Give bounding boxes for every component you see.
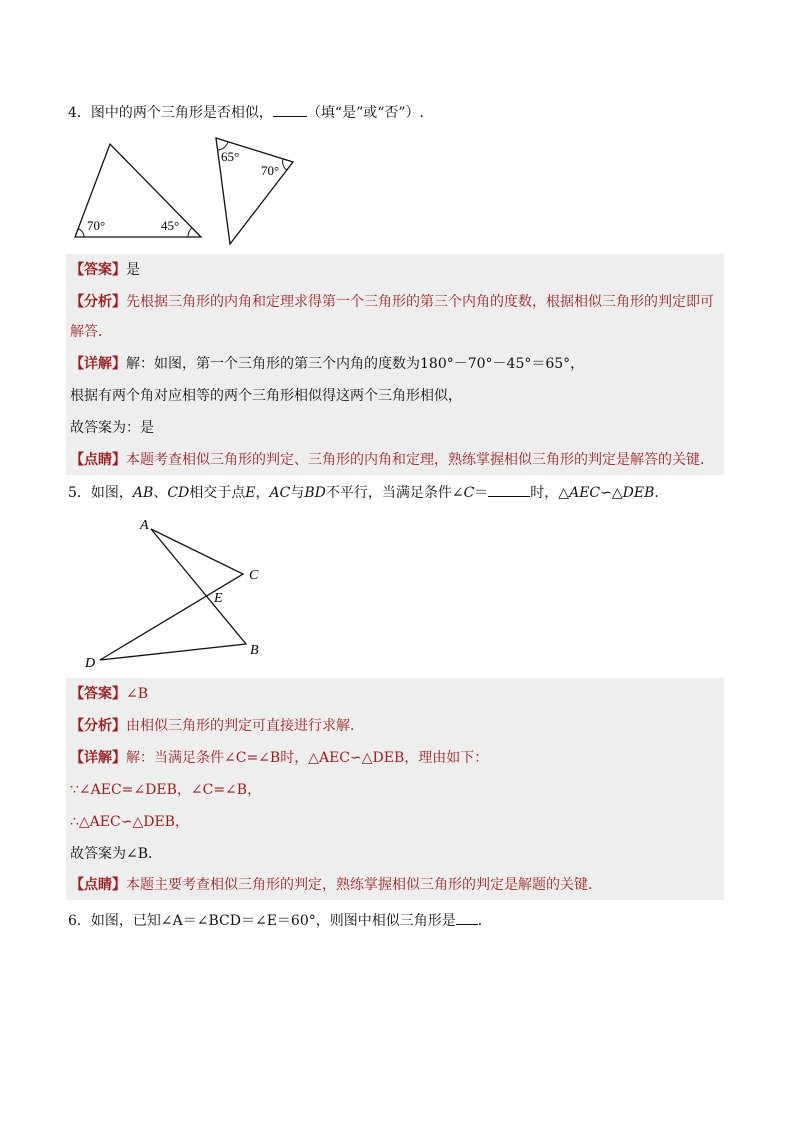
- q4-figure: [70, 134, 310, 249]
- angle-label-65: 65°: [221, 149, 240, 164]
- angle-label-45: 45°: [161, 218, 180, 233]
- angle-label-70: 70°: [87, 218, 106, 233]
- angle-arc-right: [188, 228, 192, 237]
- question-4: [68, 102, 424, 123]
- comment-line: 【点睛】本题主要考查相似三角形的判定，熟练掌握相似三角形的判定是解题的关键．: [70, 877, 602, 893]
- angle-arc-right-2: [283, 159, 287, 170]
- point-label-b: B: [250, 643, 259, 658]
- question-text-tail: （填“是”或“否”）.: [306, 105, 425, 121]
- detail-line-4: 故答案为∠B．: [70, 846, 163, 862]
- comment-line: 【点睛】本题考查相似三角形的判定、三角形的内角和定理，熟练掌握相似三角形的判定是解答的关键．: [70, 452, 714, 468]
- q5-solution-box: [66, 678, 724, 900]
- bowtie-lines: [100, 529, 246, 660]
- detail-line: 【详解】解：当满足条件∠C=∠B时，△AEC∽△DEB，理由如下：: [70, 750, 489, 766]
- detail-line-2: 根据有两个角对应相等的两个三角形相似得这两个三角形相似，: [70, 388, 462, 404]
- angle-arc-left: [78, 229, 84, 237]
- question-number: 4．: [68, 105, 91, 121]
- question-text: 图中的两个三角形是否相似，: [90, 105, 273, 121]
- answer-line: 【答案】是: [70, 262, 140, 278]
- answer-line: 【答案】∠B: [70, 686, 149, 702]
- q4-solution-box: [66, 254, 724, 475]
- answer-blank: [456, 910, 478, 925]
- answer-blank: [488, 482, 530, 497]
- point-label-a: A: [140, 518, 149, 533]
- analysis-line-2: 解答．: [70, 324, 112, 340]
- detail-line-3: ∴△AEC∽△DEB，: [70, 814, 189, 830]
- question-5: 5．如图，AB、CD相交于点E，AC与BD不平行，当满足条件∠C＝ 时，△AEC∽△DEB．: [68, 482, 668, 503]
- detail-line-3: 故答案为：是: [70, 420, 154, 436]
- angle-label-70b: 70°: [261, 163, 280, 178]
- answer-blank: [273, 102, 307, 117]
- point-label-e: E: [214, 591, 223, 606]
- point-label-c: C: [249, 568, 259, 583]
- analysis-line: 【分析】先根据三角形的内角和定理求得第一个三角形的第三个内角的度数，根据相似三角形的判定即可: [70, 294, 714, 310]
- detail-line-2: ∵∠AEC=∠DEB，∠C=∠B，: [70, 782, 262, 798]
- question-6: 6．如图，已知∠A＝∠BCD＝∠E＝60°，则图中相似三角形是 ．: [68, 910, 492, 931]
- analysis-line: 【分析】由相似三角形的判定可直接进行求解．: [70, 718, 364, 734]
- point-label-d: D: [85, 656, 96, 671]
- q5-figure: [80, 512, 280, 672]
- detail-line: 【详解】解：如图，第一个三角形的第三个内角的度数为180°－70°－45°＝65°，: [70, 356, 585, 372]
